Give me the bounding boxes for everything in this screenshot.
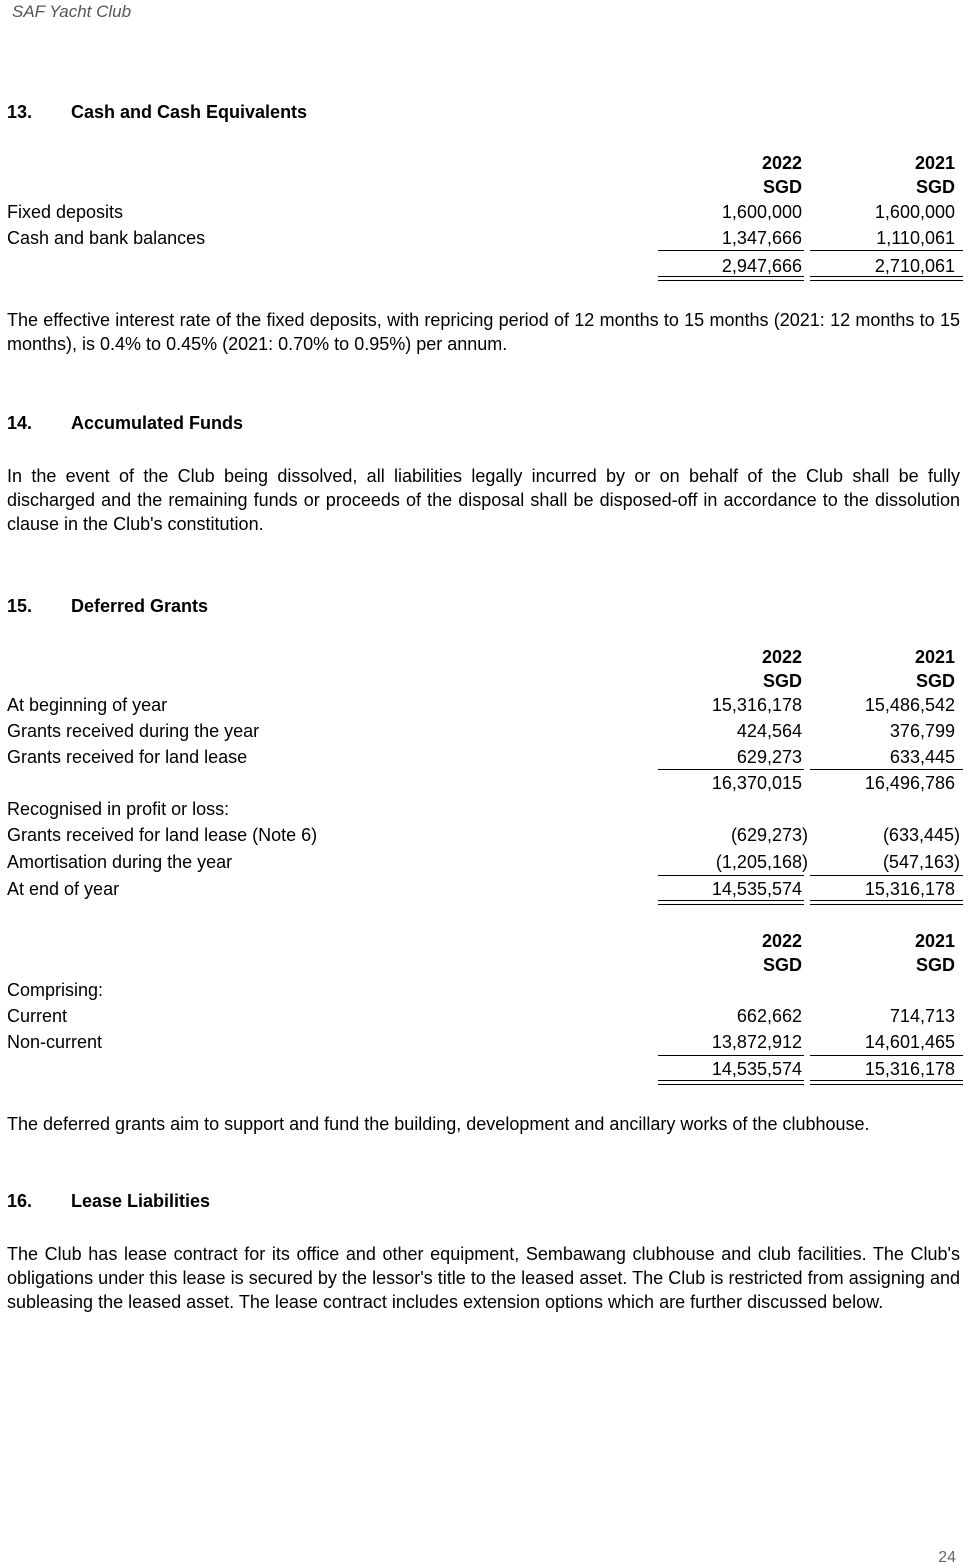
note-15-end-2021: 15,316,178: [864, 879, 955, 899]
double-rule: [810, 900, 963, 905]
note-15-recognised-row-label: Amortisation during the year: [7, 852, 233, 872]
note-13-row-2022: 1,600,000: [721, 202, 802, 222]
note-15-comprising-row-label: Current: [7, 1006, 68, 1026]
note-16-title: Lease Liabilities: [71, 1191, 211, 1211]
rule: [658, 250, 804, 251]
note-14-number: 14.: [7, 413, 33, 433]
note-13-row-2021: 1,600,000: [874, 202, 955, 222]
note-15-col2-2021: 2021: [914, 931, 955, 951]
note-15-end-2022: 14,535,574: [711, 879, 802, 899]
rule: [658, 769, 804, 770]
note-13-number: 13.: [7, 102, 33, 122]
note-15-col-2021: 2021: [914, 647, 955, 667]
note-15-col2-2022: 2022: [761, 931, 802, 951]
note-15-row-label: Grants received for land lease: [7, 747, 248, 767]
note-13-row-label: Fixed deposits: [7, 202, 124, 222]
note-16-number: 16.: [7, 1191, 33, 1211]
note-13-title: Cash and Cash Equivalents: [71, 102, 308, 122]
note-15-subtotal-2022: 16,370,015: [711, 773, 802, 793]
note-13-col-2022: 2022: [761, 153, 802, 173]
note-15-comprising-row-label: Non-current: [7, 1032, 103, 1052]
rule: [658, 875, 804, 876]
double-rule: [658, 900, 804, 905]
rule: [810, 250, 963, 251]
note-14-title: Accumulated Funds: [71, 413, 244, 433]
note-15-col-2022: 2022: [761, 647, 802, 667]
double-rule: [658, 1080, 804, 1085]
note-15-currency-2022: SGD: [762, 671, 802, 691]
rule: [810, 769, 963, 770]
note-13-row-2021: 1,110,061: [876, 228, 955, 248]
page-header: SAF Yacht Club: [12, 2, 132, 21]
note-15-comprising-row-2021: 14,601,465: [864, 1032, 955, 1052]
rule: [810, 875, 963, 876]
rule: [658, 1055, 804, 1056]
note-13-currency-2021: SGD: [915, 177, 955, 197]
note-15-row-2022: 15,316,178: [711, 695, 802, 715]
note-15-recognised-row-label: Grants received for land lease (Note 6): [7, 825, 318, 845]
note-13-total-2022: 2,947,666: [721, 256, 802, 276]
note-15-comprising-row-2022: 662,662: [736, 1006, 802, 1026]
note-13-currency-2022: SGD: [762, 177, 802, 197]
note-15-row-label: At beginning of year: [7, 695, 168, 715]
note-13-total-2021: 2,710,061: [874, 256, 955, 276]
note-15-number: 15.: [7, 596, 33, 616]
note-15-row-2022: 629,273: [736, 747, 802, 767]
note-15-comprising-total-2022: 14,535,574: [711, 1059, 802, 1079]
note-15-subtotal-2021: 16,496,786: [864, 773, 955, 793]
double-rule: [810, 276, 963, 281]
note-15-row-label: Grants received during the year: [7, 721, 260, 741]
note-13-row-2022: 1,347,666: [721, 228, 802, 248]
note-15-recognised-row-2022: (629,273): [730, 825, 808, 845]
note-13-col-2021: 2021: [914, 153, 955, 173]
note-13-paragraph: The effective interest rate of the fixed deposits, with repricing period of 12 months to 15 months (2021: 12 months to 15 months), is 0.4% to 0.45% (2021: 0.70% to 0.95%) per annum.: [7, 310, 960, 354]
note-15-comprising-total-2021: 15,316,178: [864, 1059, 955, 1079]
note-15-currency2-2021: SGD: [915, 955, 955, 975]
note-15-recognised-row-2022: (1,205,168): [715, 852, 808, 872]
note-15-currency-2021: SGD: [915, 671, 955, 691]
note-15-comprising-row-2022: 13,872,912: [711, 1032, 802, 1052]
double-rule: [810, 1080, 963, 1085]
note-15-paragraph: The deferred grants aim to support and fund the building, development and ancillary works of the clubhouse.: [7, 1114, 870, 1134]
rule: [810, 1055, 963, 1056]
note-15-row-2021: 15,486,542: [864, 695, 955, 715]
note-15-recognised-row-2021: (633,445): [882, 825, 960, 845]
note-15-currency2-2022: SGD: [762, 955, 802, 975]
note-15-row-2021: 376,799: [889, 721, 955, 741]
note-15-end-label: At end of year: [7, 879, 120, 899]
note-15-title: Deferred Grants: [71, 596, 209, 616]
note-15-recognised-label: Recognised in profit or loss:: [7, 799, 230, 819]
note-14-paragraph: In the event of the Club being dissolved, all liabilities legally incurred by or on behalf of the Club shall be fully discharged and the remaining funds or proceeds of the disposal shall be disposed-off in accordance to the dissolution clause in the Club's constitution.: [7, 466, 960, 534]
note-16-paragraph: The Club has lease contract for its office and other equipment, Sembawang clubhouse and club facilities. The Club's obligations under this lease is secured by the lessor's title to the leased asset. The Club is restricted from assigning and subleasing the leased asset. The lease contract includes extension options which are further discussed below.: [7, 1244, 960, 1312]
note-15-recognised-row-2021: (547,163): [882, 852, 960, 872]
double-rule: [658, 276, 804, 281]
note-13-row-label: Cash and bank balances: [7, 228, 206, 248]
note-15-comprising-row-2021: 714,713: [889, 1006, 955, 1026]
page-number: 24: [938, 1549, 956, 1566]
note-15-comprising-label: Comprising:: [7, 980, 104, 1000]
note-15-row-2021: 633,445: [889, 747, 955, 767]
note-15-row-2022: 424,564: [736, 721, 802, 741]
